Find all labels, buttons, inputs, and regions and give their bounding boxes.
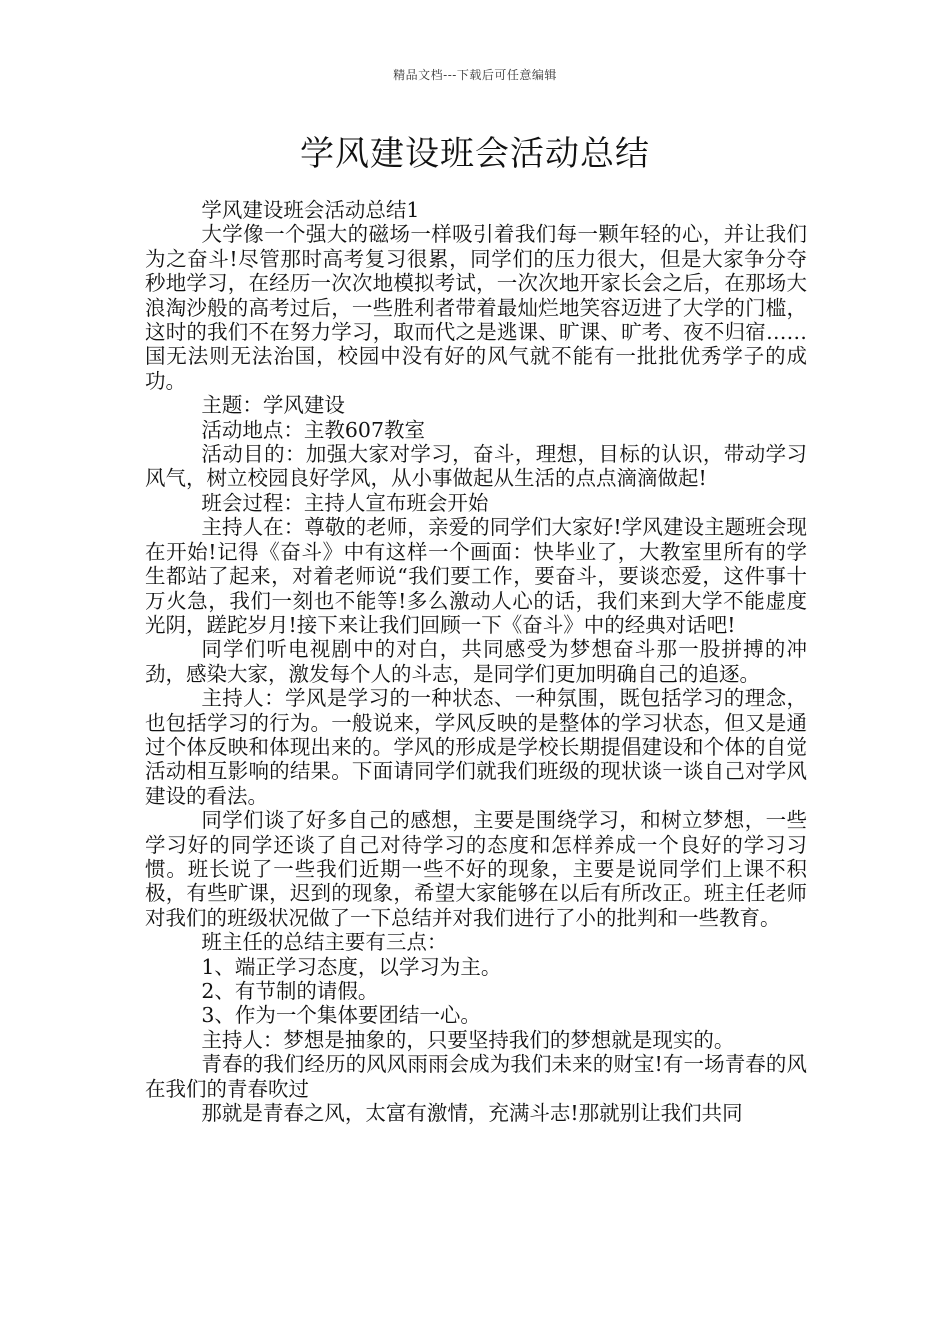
list-item: 1、端正学习态度，以学习为主。 xyxy=(201,954,502,979)
paragraph: 大学像一个强大的磁场一样吸引着我们每一颗年轻的心，并让我们为之奋斗!尽管那时高考复习很累，同学们的压力很大，但是大家争分夺秒地学习，在经历一次次地模拟考试，一次次地开家长会之后，在那场大浪淘沙般的高考过后，一些胜利者带着最灿烂地笑容迈进了大学的门槛，这时的我们不在努力学习，取而代之是逃课、旷课、旷考、夜不归宿……国无法则无法治国，校园中没有好的风气就不能有一批批优秀学子的成功。 xyxy=(145,222,807,393)
document-title: 学风建设班会活动总结 xyxy=(300,134,650,174)
paragraph-process: 班会过程：主持人宣布班会开始 xyxy=(201,490,489,515)
paragraph: 同学们听电视剧中的对白，共同感受为梦想奋斗那一股拼搏的冲劲，感染大家，激发每个人的斗志，是同学们更加明确自己的追逐。 xyxy=(145,637,807,686)
paragraph-purpose: 活动目的：加强大家对学习，奋斗，理想，目标的认识，带动学习风气，树立校园良好学风，从小事做起从生活的点点滴滴做起! xyxy=(145,442,807,491)
paragraph: 主持人：学风是学习的一种状态、一种氛围，既包括学习的理念，也包括学习的行为。一般说来，学风反映的是整体的学习状态，但又是通过个体反映和体现出来的。学风的形成是学校长期提倡建设和个体的自觉活动相互影响的结果。下面请同学们就我们班级的现状谈一谈自己对学风建设的看法。 xyxy=(145,686,807,808)
paragraph: 班主任的总结主要有三点： xyxy=(201,930,448,955)
list-item: 3、作为一个集体要团结一心。 xyxy=(201,1003,481,1028)
list-item: 2、有节制的请假。 xyxy=(201,979,379,1003)
header-note: 精品文档---下载后可任意编辑 xyxy=(393,68,557,82)
paragraph: 主持人在：尊敬的老师，亲爱的同学们大家好!学风建设主题班会现在开始!记得《奋斗》中有这样一个画面：快毕业了，大教室里所有的学生都站了起来，对着老师说“我们要工作，要奋斗，要谈恋爱，这件事十万火急，我们一刻也不能等!多么激动人心的话，我们来到大学不能虚度光阴，蹉跎岁月!接下来让我们回顾一下《奋斗》中的经典对话吧! xyxy=(145,515,807,637)
paragraph: 同学们谈了好多自己的感想，主要是围绕学习，和树立梦想，一些学习好的同学还谈了自己对待学习的态度和怎样养成一个良好的学习习惯。班长说了一些我们近期一些不好的现象，主要是说同学们上课不积极，有些旷课，迟到的现象，希望大家能够在以后有所改正。班主任老师对我们的班级状况做了一下总结并对我们进行了小的批判和一些教育。 xyxy=(145,808,807,930)
document-body xyxy=(145,198,807,1125)
section-heading: 学风建设班会活动总结1 xyxy=(201,198,420,222)
paragraph-location: 活动地点：主教607教室 xyxy=(201,417,426,442)
paragraph: 那就是青春之风，太富有激情，充满斗志!那就别让我们共同 xyxy=(201,1101,743,1126)
paragraph: 青春的我们经历的风风雨雨会成为我们未来的财宝!有一场青春的风在我们的青春吹过 xyxy=(145,1052,807,1101)
paragraph-theme: 主题：学风建设 xyxy=(201,393,345,418)
paragraph: 主持人：梦想是抽象的，只要坚持我们的梦想就是现实的。 xyxy=(201,1027,735,1052)
